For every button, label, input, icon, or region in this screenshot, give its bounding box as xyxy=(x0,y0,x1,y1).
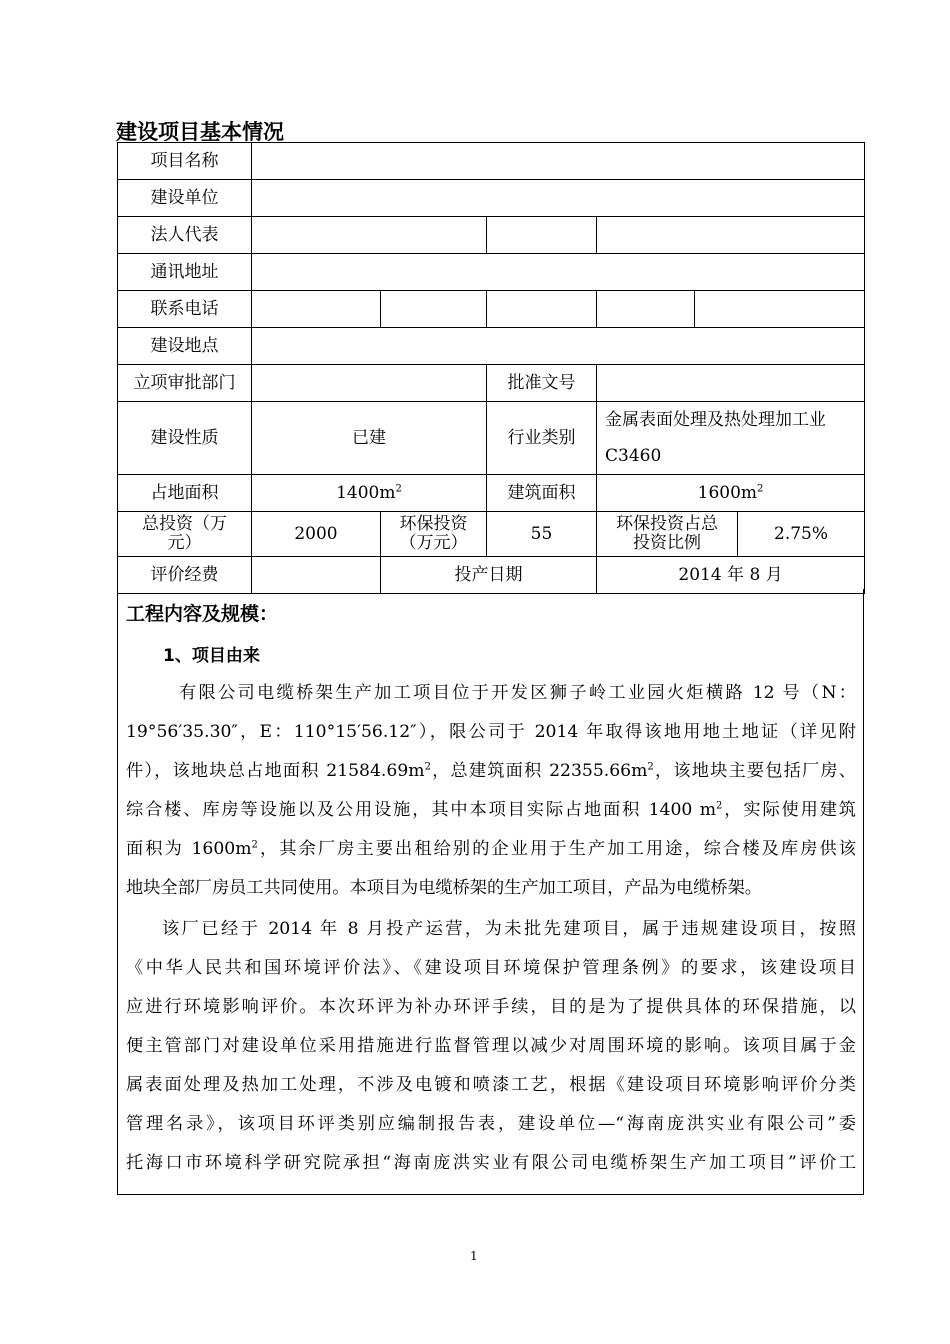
section-title: 工程内容及规模： xyxy=(126,603,279,625)
nature-label: 建设性质 xyxy=(118,402,252,475)
para1-line-4 xyxy=(126,791,856,830)
page-title: 建设项目基本情况 xyxy=(116,120,284,144)
legal-rep-label: 法人代表 xyxy=(118,217,252,254)
industry-value-line2: C3460 xyxy=(605,446,662,466)
paragraph-2 xyxy=(126,910,856,1183)
eval-fee-value[interactable] xyxy=(252,557,381,594)
site-value[interactable] xyxy=(252,328,865,365)
phone-value-4[interactable] xyxy=(597,291,695,328)
phone-value-1[interactable] xyxy=(252,291,381,328)
env-ratio-label-line2: 投资比例 xyxy=(633,533,701,553)
para1-line-1: 有限公司电缆桥架生产加工项目位于开发区狮子岭工业园火炬横路 12 号（N： xyxy=(179,683,856,703)
nature-value: 已建 xyxy=(252,402,487,475)
phone-value-2[interactable] xyxy=(381,291,487,328)
para1-sup-c: 2 xyxy=(716,800,723,812)
total-invest-label xyxy=(118,512,252,557)
building-area-value xyxy=(597,475,865,512)
industry-value xyxy=(597,402,865,475)
para2-line-5: 属表面处理及热加工处理，不涉及电镀和喷漆工艺，根据《建设项目环境影响评价分类 xyxy=(126,1075,856,1095)
construction-unit-value[interactable] xyxy=(252,180,865,217)
building-area-label: 建筑面积 xyxy=(487,475,597,512)
para1-line-6: 地块全部厂房员工共同使用。本项目为电缆桥架的生产加工项目，产品为电缆桥架。 xyxy=(126,878,762,898)
project-name-label: 项目名称 xyxy=(118,143,252,180)
approval-dept-value[interactable] xyxy=(252,365,487,402)
production-date-value: 2014 年 8 月 xyxy=(597,557,865,594)
address-value[interactable] xyxy=(252,254,865,291)
building-area-sup: 2 xyxy=(757,483,764,495)
phone-value-5[interactable] xyxy=(695,291,865,328)
land-area-value xyxy=(252,475,487,512)
subsection-title: 1、项目由来 xyxy=(163,646,260,666)
approval-no-value[interactable] xyxy=(597,365,865,402)
para2-line-2: 《中华人民共和国环境评价法》、《建设项目环境保护管理条例》的要求，该建设项目 xyxy=(126,958,856,978)
env-invest-label-line1: 环保投资 xyxy=(399,514,468,534)
para1-sup-d: 2 xyxy=(251,839,258,851)
page-number: 1 xyxy=(470,1249,478,1263)
approval-no-label: 批准文号 xyxy=(487,365,597,402)
land-area-sup: 2 xyxy=(395,483,402,495)
project-info-table xyxy=(117,142,865,594)
industry-label: 行业类别 xyxy=(487,402,597,475)
legal-rep-extra-1[interactable] xyxy=(487,217,597,254)
legal-rep-value[interactable] xyxy=(252,217,487,254)
para1-line-3 xyxy=(126,752,856,791)
para1-seg-e: ，实际使用建筑 xyxy=(722,800,856,820)
eval-fee-label: 评价经费 xyxy=(118,557,252,594)
env-invest-value: 55 xyxy=(487,512,597,557)
site-label: 建设地点 xyxy=(118,328,252,365)
para1-sup-a: 2 xyxy=(424,761,431,773)
env-invest-label-line2: （万元） xyxy=(399,533,468,553)
construction-unit-label: 建设单位 xyxy=(118,180,252,217)
address-label: 通讯地址 xyxy=(118,254,252,291)
land-area-label: 占地面积 xyxy=(118,475,252,512)
paragraph-1 xyxy=(126,674,856,908)
para1-line-2: 19°56′35.30″，E：110°15′56.12″），限公司于 2014 年取得该地用地土地证（详见附 xyxy=(126,722,856,742)
phone-label: 联系电话 xyxy=(118,291,252,328)
building-area-number: 1600m xyxy=(697,483,758,503)
industry-value-line1: 金属表面处理及热处理加工业 xyxy=(605,410,826,430)
para1-seg-b: ，总建筑面积 22355.66m xyxy=(430,761,648,781)
para2-line-4: 便主管部门对建设单位采用措施进行监督管理以减少对周围环境的影响。该项目属于金 xyxy=(126,1036,856,1056)
para2-line-3: 应进行环境影响评价。本次环评为补办环评手续，目的是为了提供具体的环保措施，以 xyxy=(126,997,856,1017)
total-invest-label-line1: 总投资（万 xyxy=(142,514,227,534)
para1-seg-g: ，其余厂房主要出租给别的企业用于生产加工用途，综合楼及库房供该 xyxy=(257,839,856,859)
env-ratio-label-line1: 环保投资占总 xyxy=(616,514,718,534)
project-name-value[interactable] xyxy=(252,143,865,180)
env-ratio-value: 2.75% xyxy=(738,512,865,557)
para2-line-7: 托海口市环境科学研究院承担“海南庞洪实业有限公司电缆桥架生产加工项目”评价工 xyxy=(126,1153,856,1173)
approval-dept-label: 立项审批部门 xyxy=(118,365,252,402)
production-date-label: 投产日期 xyxy=(381,557,597,594)
land-area-number: 1400m xyxy=(336,483,396,503)
para1-seg-c: ，该地块主要包括厂房、 xyxy=(653,761,856,781)
env-invest-label xyxy=(381,512,487,557)
legal-rep-extra-2[interactable] xyxy=(597,217,865,254)
para2-line-1: 该厂已经于 2014 年 8 月投产运营，为未批先建项目，属于违规建设项目，按照 xyxy=(162,919,856,939)
para1-seg-a: 件），该地块总占地面积 21584.69m xyxy=(126,761,425,781)
phone-value-3[interactable] xyxy=(487,291,597,328)
para2-line-6: 管理名录》，该项目环评类别应编制报告表，建设单位—“海南庞洪实业有限公司”委 xyxy=(126,1114,856,1134)
para1-seg-d: 综合楼、库房等设施以及公用设施，其中本项目实际占地面积 1400 m xyxy=(126,800,717,820)
total-invest-label-line2: 元） xyxy=(167,533,202,553)
para1-line-5 xyxy=(126,830,856,869)
para1-sup-b: 2 xyxy=(647,761,654,773)
env-ratio-label xyxy=(597,512,738,557)
para1-seg-f: 面积为 1600m xyxy=(126,839,252,859)
total-invest-value: 2000 xyxy=(252,512,381,557)
